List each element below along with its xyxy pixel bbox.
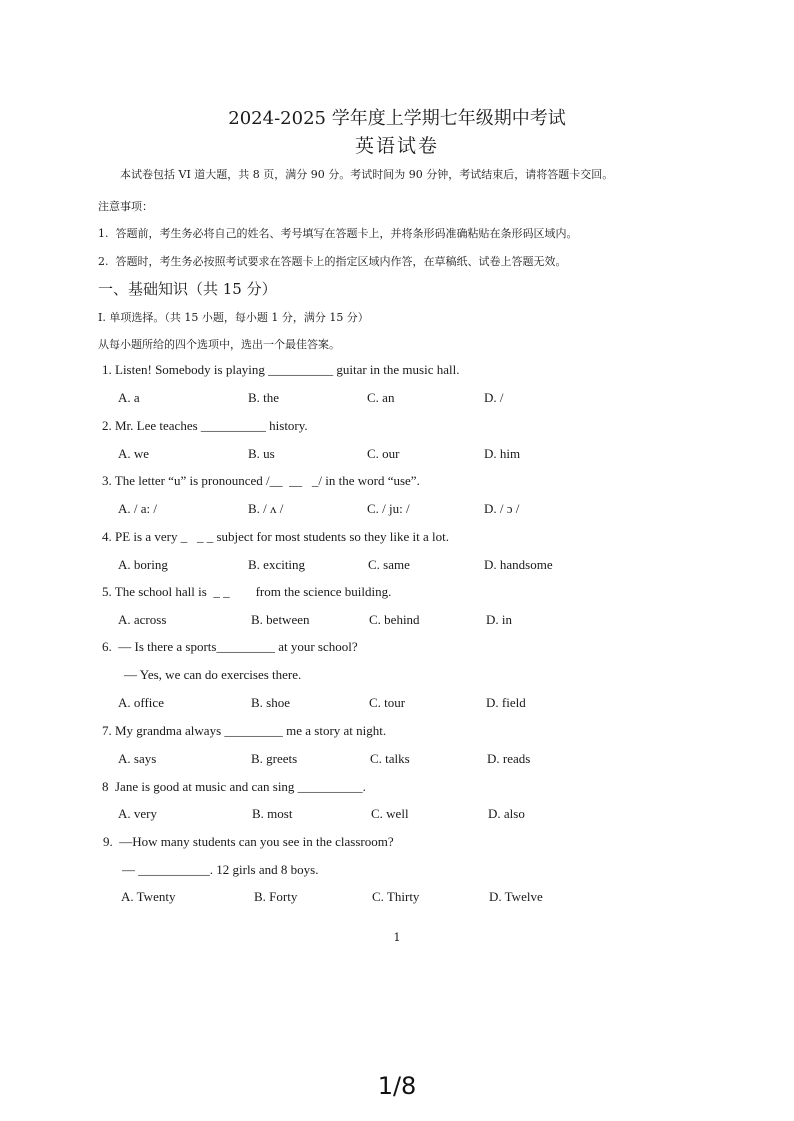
notice-item: 1. 答题前，考生务必将自己的姓名、考号填写在答题卡上，并将条形码准确粘贴在条形码区域内。 (98, 227, 578, 240)
option-b: B. shoe (251, 695, 290, 710)
option-d: D. Twelve (489, 889, 543, 904)
option-a: A. Twenty (121, 889, 176, 904)
option-c: C. Thirty (372, 889, 420, 904)
question-stem: 1. Listen! Somebody is playing __________ guitar in the music hall. (102, 362, 460, 377)
part-title: I. 单项选择。（共 15 小题，每小题 1 分，满分 15 分） (98, 311, 369, 324)
option-d: D. field (486, 695, 526, 710)
part-instruction: 从每小题所给的四个选项中，选出一个最佳答案。 (98, 338, 340, 351)
question-stem: 3. The letter “u” is pronounced /__ __ _/ in the word “use”. (102, 473, 420, 488)
option-c: C. / ju: / (367, 501, 410, 516)
question-stem: 5. The school hall is _ _ from the science building. (102, 584, 392, 599)
exam-intro: 本试卷包括 VI 道大题，共 8 页，满分 90 分。考试时间为 90 分钟，考试结束后，请将答题卡交回。 (120, 168, 614, 181)
option-a: A. across (118, 612, 167, 627)
option-b: B. exciting (248, 557, 306, 572)
option-c: C. same (368, 557, 410, 572)
option-b: B. us (248, 446, 275, 461)
option-c: C. our (367, 446, 400, 461)
option-b: B. greets (251, 751, 298, 766)
option-d: D. handsome (484, 557, 553, 572)
option-a: A. / a: / (118, 501, 157, 516)
option-d: D. him (484, 446, 521, 461)
question-stem: 8 Jane is good at music and can sing __________. (102, 779, 366, 794)
option-a: A. very (118, 806, 157, 821)
section-heading: 一、基础知识（共 15 分） (98, 280, 277, 298)
question-stem: 4. PE is a very _ _ _ subject for most students so they like it a lot. (102, 529, 449, 544)
option-c: C. talks (370, 751, 410, 766)
question-stem: 6. — Is there a sports_________ at your school? (102, 639, 358, 654)
option-a: A. says (118, 751, 157, 766)
option-a: A. boring (118, 557, 168, 572)
page-number: 1 (393, 931, 401, 944)
option-a: A. office (118, 695, 164, 710)
option-d: D. also (488, 806, 525, 821)
option-c: C. tour (369, 695, 406, 710)
exam-subtitle: 英语试卷 (354, 135, 439, 157)
question-reply: — ___________. 12 girls and 8 boys. (122, 862, 319, 877)
option-c: C. behind (369, 612, 420, 627)
notice-heading: 注意事项： (98, 200, 153, 213)
option-b: B. / ʌ / (248, 501, 284, 516)
question-stem: 9. —How many students can you see in the classroom? (103, 834, 394, 849)
option-b: B. Forty (254, 889, 298, 904)
page-indicator: 1/8 (377, 1072, 417, 1100)
option-a: A. a (118, 390, 140, 405)
option-c: C. well (371, 806, 409, 821)
option-d: D. in (486, 612, 512, 627)
option-a: A. we (118, 446, 150, 461)
exam-title: 2024-2025 学年度上学期七年级期中考试 (228, 108, 566, 129)
question-stem: 2. Mr. Lee teaches __________ history. (102, 418, 308, 433)
option-c: C. an (367, 390, 395, 405)
option-d: D. / (484, 390, 504, 405)
option-b: B. between (251, 612, 310, 627)
option-b: B. the (248, 390, 280, 405)
option-d: D. / ɔ / (484, 501, 520, 516)
question-stem: 7. My grandma always _________ me a story at night. (102, 723, 387, 738)
option-d: D. reads (487, 751, 531, 766)
option-b: B. most (252, 806, 293, 821)
question-reply: — Yes, we can do exercises there. (124, 667, 302, 682)
notice-item: 2. 答题时，考生务必按照考试要求在答题卡上的指定区域内作答，在草稿纸、试卷上答题无效。 (98, 255, 567, 268)
